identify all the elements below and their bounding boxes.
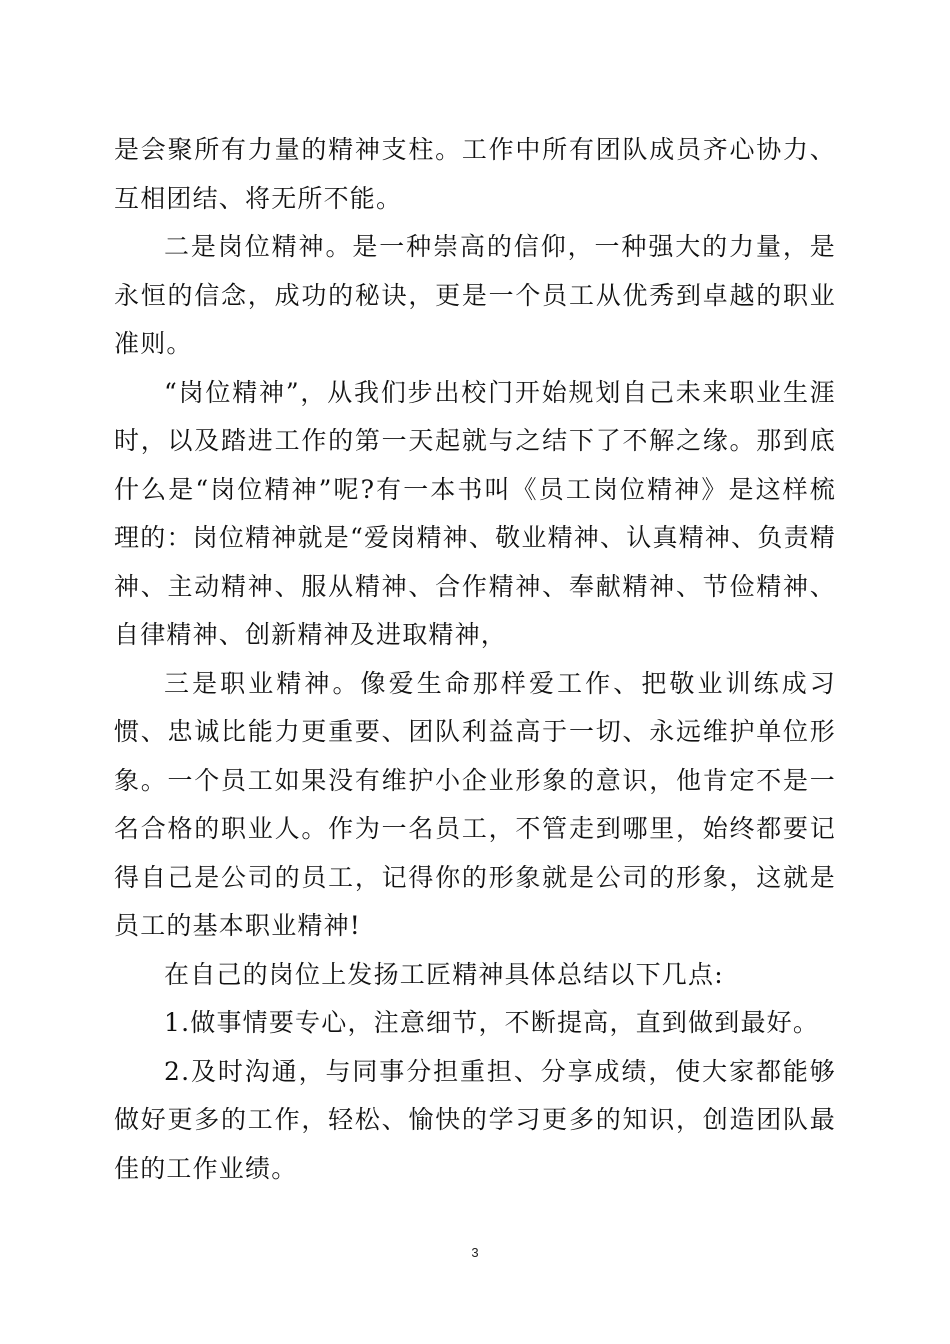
paragraph-professional-spirit: 三是职业精神。像爱生命那样爱工作、把敬业训练成习惯、忠诚比能力更重要、团队利益高于一切、永远维护单位形象。一个员工如果没有维护小企业形象的意识，他肯定不是一名合格的职业人。作为一名员工，不管走到哪里，始终都要记得自己是公司的员工，记得你的形象就是公司的形象，这就是员工的基本职业精神! xyxy=(114,668,836,940)
list-item-2: 2.及时沟通，与同事分担重担、分享成绩，使大家都能够做好更多的工作，轻松、愉快的学习更多的知识，创造团队最佳的工作业绩。 xyxy=(114,1056,836,1183)
paragraph-summary-intro: 在自己的岗位上发扬工匠精神具体总结以下几点: xyxy=(164,959,724,989)
list-item-1: 1.做事情要专心，注意细节，不断提高，直到做到最好。 xyxy=(164,1008,820,1037)
document-body xyxy=(114,126,836,1193)
paragraph-post-spirit: 二是岗位精神。是一种崇高的信仰，一种强大的力量，是永恒的信念，成功的秘诀，更是一个员工从优秀到卓越的职业准则。 xyxy=(114,232,836,358)
page-number: 3 xyxy=(471,1245,479,1260)
paragraph-continuation: 是会聚所有力量的精神支柱。工作中所有团队成员齐心协力、互相团结、将无所不能。 xyxy=(114,135,836,213)
paragraph-post-spirit-definition: “岗位精神”，从我们步出校门开始规划自己未来职业生涯时，以及踏进工作的第一天起就与之结下了不解之缘。那到底什么是“岗位精神”呢?有一本书叫《员工岗位精神》是这样梳理的：岗位精神就是“爱岗精神、敬业精神、认真精神、负责精神、主动精神、服从精神、合作精神、奉献精神、节俭精神、自律精神、创新精神及进取精神， xyxy=(114,377,836,649)
